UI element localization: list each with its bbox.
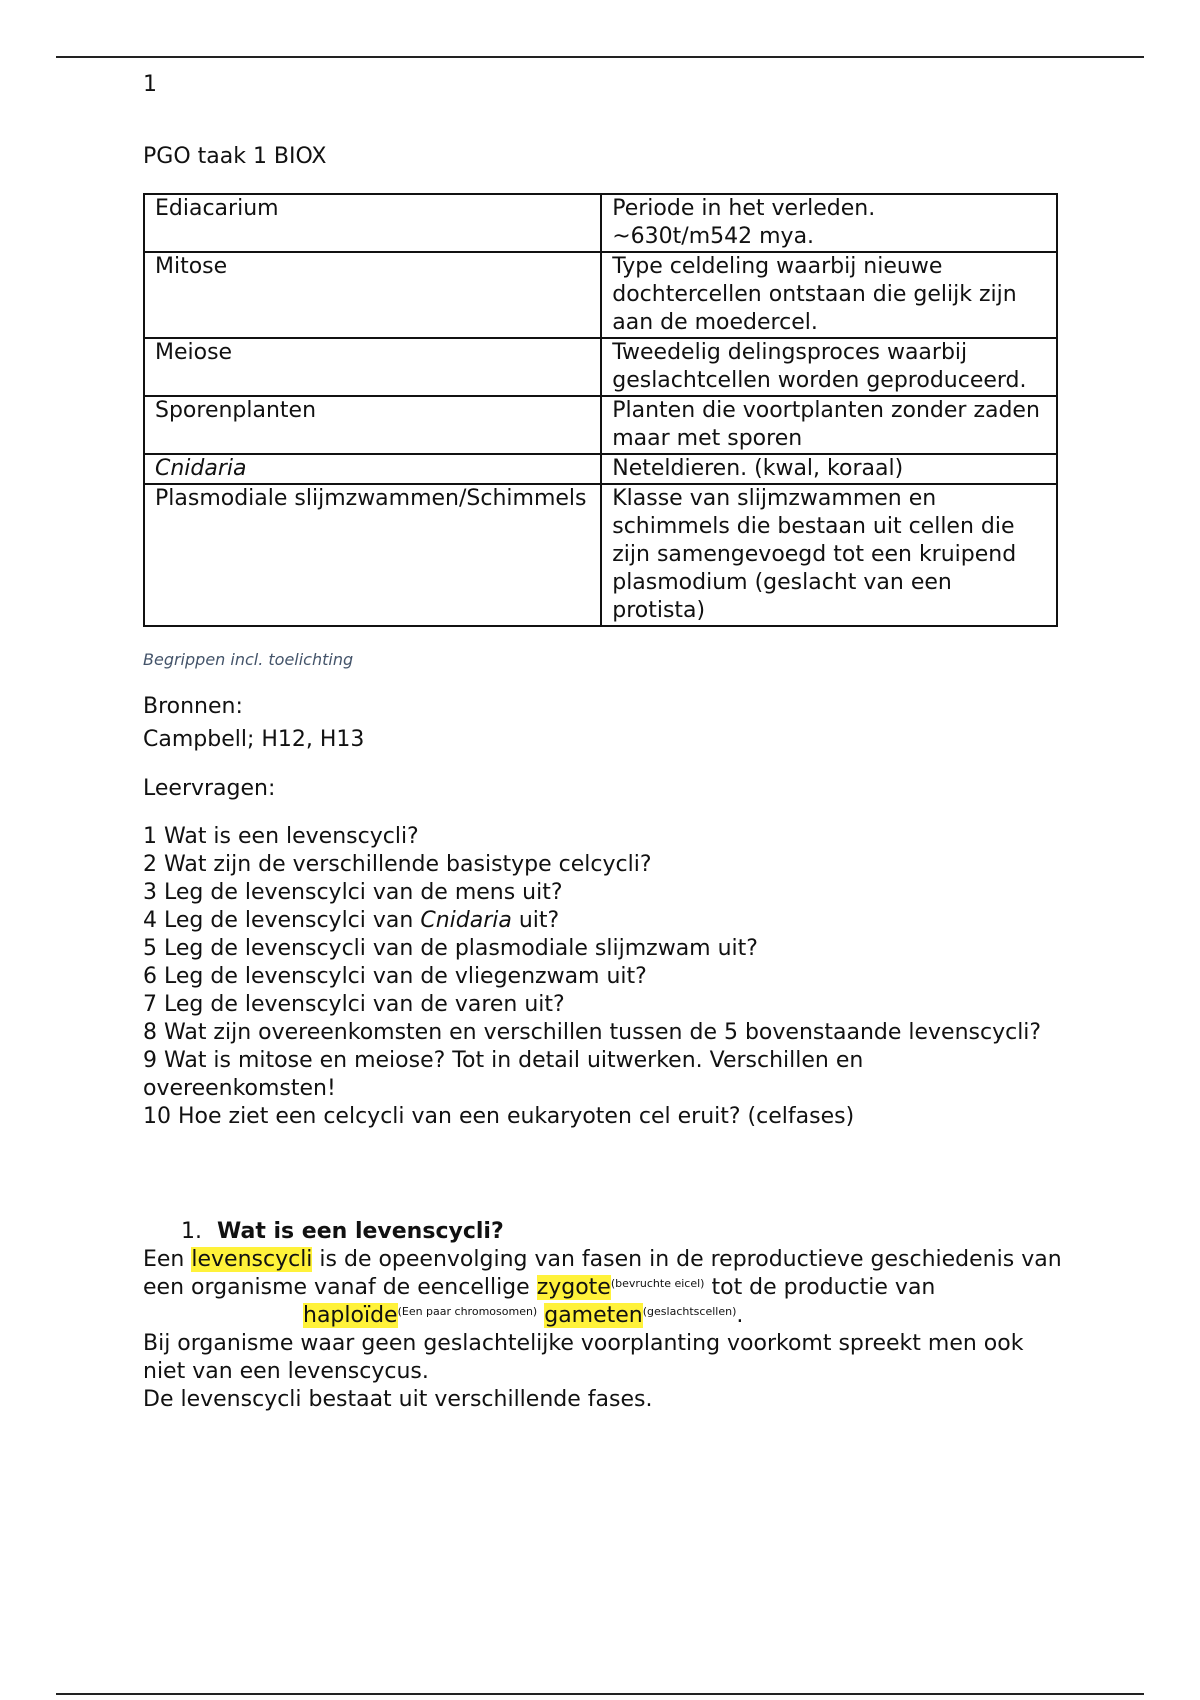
superscript-note: (bevruchte eicel): [610, 1277, 705, 1290]
definition-line: ~630t/m542 mya.: [612, 224, 815, 249]
question-item: 7 Leg de levenscylci van de varen uit?: [143, 992, 565, 1017]
section-paragraph: De levenscycli bestaat uit verschillende fases.: [143, 1387, 653, 1412]
table-row: [144, 454, 1057, 484]
superscript-note: (Een paar chromosomen): [397, 1305, 538, 1318]
section-1: [143, 1218, 1063, 1414]
question-item: 8 Wat zijn overeenkomsten en verschillen tussen de 5 bovenstaande levenscycli?: [143, 1020, 1042, 1045]
paragraph-text: tot de productie van: [704, 1275, 936, 1300]
footer-rule: [56, 1693, 1144, 1695]
term-cell: Ediacarium: [144, 194, 601, 252]
sources-value: Campbell; H12, H13: [143, 727, 365, 752]
table-caption: Begrippen incl. toelichting: [143, 650, 354, 669]
questions-list: [143, 823, 1063, 1131]
terms-table: [143, 193, 1058, 627]
section-paragraph: Bij organisme waar geen geslachtelijke voorplanting voorkomt spreekt men ook niet van een levenscycus.: [143, 1331, 1024, 1384]
highlighted-term: levenscycli: [191, 1247, 313, 1272]
definition-cell: Neteldieren. (kwal, koraal): [601, 454, 1057, 484]
paragraph-text: is de opeenvolging van fasen in de reproductieve geschiedenis van een organisme vanaf de eencellige: [143, 1247, 1062, 1300]
term-cell: Plasmodiale slijmzwammen/Schimmels: [144, 484, 601, 626]
question-text: 4 Leg de levenscylci van: [143, 908, 421, 933]
section-heading-text: Wat is een levenscycli?: [217, 1219, 504, 1244]
definition-cell: Klasse van slijmzwammen en schimmels die bestaan uit cellen die zijn samengevoegd tot een kruipend plasmodium (geslacht van een protista): [601, 484, 1057, 626]
question-item: 2 Wat zijn de verschillende basistype celcycli?: [143, 852, 652, 877]
highlighted-term: haploïde: [303, 1303, 398, 1328]
table-row: [144, 252, 1057, 338]
term-cell: Mitose: [144, 252, 601, 338]
table-row: [144, 338, 1057, 396]
question-item: 6 Leg de levenscylci van de vliegenzwam uit?: [143, 964, 647, 989]
term-cell: Meiose: [144, 338, 601, 396]
question-item: 10 Hoe ziet een celcycli van een eukaryoten cel eruit? (celfases): [143, 1104, 855, 1129]
definition-cell: Type celdeling waarbij nieuwe dochtercellen ontstaan die gelijk zijn aan de moedercel.: [601, 252, 1057, 338]
definition-cell: Tweedelig delingsproces waarbij geslachtcellen worden geproduceerd.: [601, 338, 1057, 396]
definition-line: Periode in het verleden.: [612, 196, 876, 221]
paragraph-text: .: [736, 1303, 744, 1328]
highlighted-term: gameten: [544, 1303, 643, 1328]
question-text: uit?: [511, 908, 560, 933]
header-rule: [56, 56, 1144, 58]
section-paragraph: [143, 1246, 1063, 1330]
paragraph-text: Een: [143, 1247, 192, 1272]
highlighted-term: zygote: [536, 1275, 611, 1300]
question-item: 9 Wat is mitose en meiose? Tot in detail uitwerken. Verschillen en overeenkomsten!: [143, 1048, 864, 1101]
questions-label: Leervragen:: [143, 776, 276, 801]
question-item: 5 Leg de levenscycli van de plasmodiale slijmzwam uit?: [143, 936, 758, 961]
document-title: PGO taak 1 BIOX: [143, 144, 327, 169]
section-number: 1.: [181, 1219, 202, 1244]
question-italic-term: Cnidaria: [420, 908, 512, 933]
table-row: [144, 396, 1057, 454]
table-row: [144, 484, 1057, 626]
question-item: 1 Wat is een levenscycli?: [143, 824, 419, 849]
table-row: [144, 194, 1057, 252]
superscript-note: (geslachtscellen): [642, 1305, 737, 1318]
definition-cell: [601, 194, 1057, 252]
sources-label: Bronnen:: [143, 694, 243, 719]
page-number: 1: [143, 72, 157, 97]
question-item: 3 Leg de levenscylci van de mens uit?: [143, 880, 563, 905]
question-item: [143, 907, 1063, 935]
section-heading: [181, 1218, 1063, 1246]
definition-cell: Planten die voortplanten zonder zaden maar met sporen: [601, 396, 1057, 454]
term-cell: Sporenplanten: [144, 396, 601, 454]
term-cell: Cnidaria: [144, 454, 601, 484]
